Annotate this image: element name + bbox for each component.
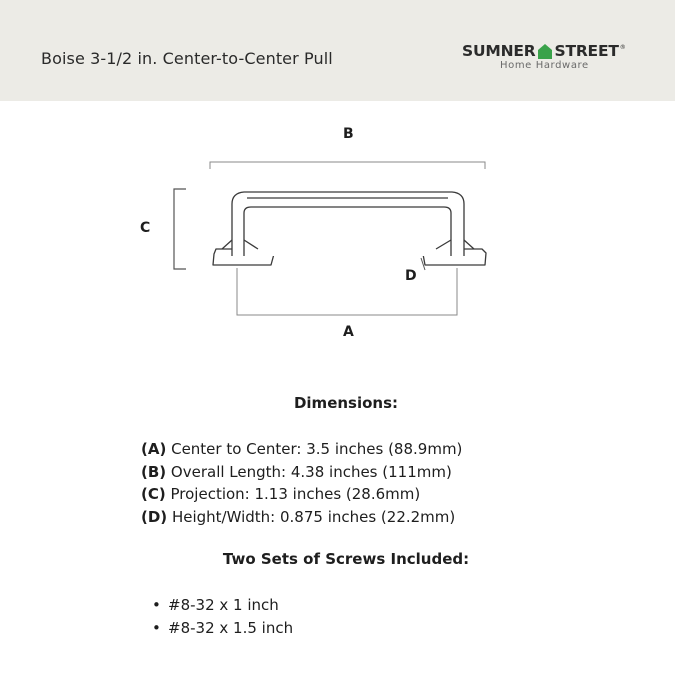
brand-tagline: Home Hardware xyxy=(500,60,589,71)
dimension-key: (B) xyxy=(141,462,167,481)
dimension-line-b xyxy=(210,162,485,169)
dimensions-heading: Dimensions: xyxy=(293,394,399,412)
header-banner xyxy=(0,0,675,101)
dimension-text: Center to Center: 3.5 inches (88.9mm) xyxy=(166,440,463,458)
dimension-text: Overall Length: 4.38 inches (111mm) xyxy=(166,462,452,481)
dimensions-list xyxy=(141,438,462,528)
bullet-icon: • xyxy=(152,619,161,637)
list-item xyxy=(152,617,293,640)
house-icon xyxy=(537,43,553,59)
dimension-item-a xyxy=(141,438,462,461)
bullet-icon: • xyxy=(152,596,161,614)
screws-list xyxy=(152,594,293,640)
label-d: D xyxy=(405,268,417,284)
product-title: Boise 3-1/2 in. Center-to-Center Pull xyxy=(41,49,333,68)
dimension-item-c xyxy=(141,483,462,506)
registered-mark: ® xyxy=(619,44,626,51)
list-item xyxy=(152,594,293,617)
label-a: A xyxy=(343,324,354,340)
dimension-key: (A) xyxy=(141,440,167,458)
screw-text: #8-32 x 1.5 inch xyxy=(168,619,294,637)
label-c: C xyxy=(140,220,151,236)
label-b: B xyxy=(343,126,354,142)
pull-handle-drawing xyxy=(213,192,486,265)
dimension-text: Height/Width: 0.875 inches (22.2mm) xyxy=(167,507,456,526)
dimension-text: Projection: 1.13 inches (28.6mm) xyxy=(165,485,421,503)
pull-diagram xyxy=(0,101,675,361)
screws-heading: Two Sets of Screws Included: xyxy=(222,550,470,568)
dimension-key: (C) xyxy=(141,485,166,503)
screw-text: #8-32 x 1 inch xyxy=(168,596,279,614)
dimension-item-d xyxy=(141,506,462,529)
brand-logo xyxy=(462,42,642,71)
brand-name-part1: SUMNER xyxy=(462,42,536,60)
dimension-item-b xyxy=(141,461,462,484)
dimension-line-c xyxy=(174,189,186,269)
dimension-key: (D) xyxy=(141,507,168,526)
dimension-line-a xyxy=(237,268,457,315)
brand-name-part2: STREET xyxy=(554,42,619,60)
brand-name xyxy=(462,42,642,60)
